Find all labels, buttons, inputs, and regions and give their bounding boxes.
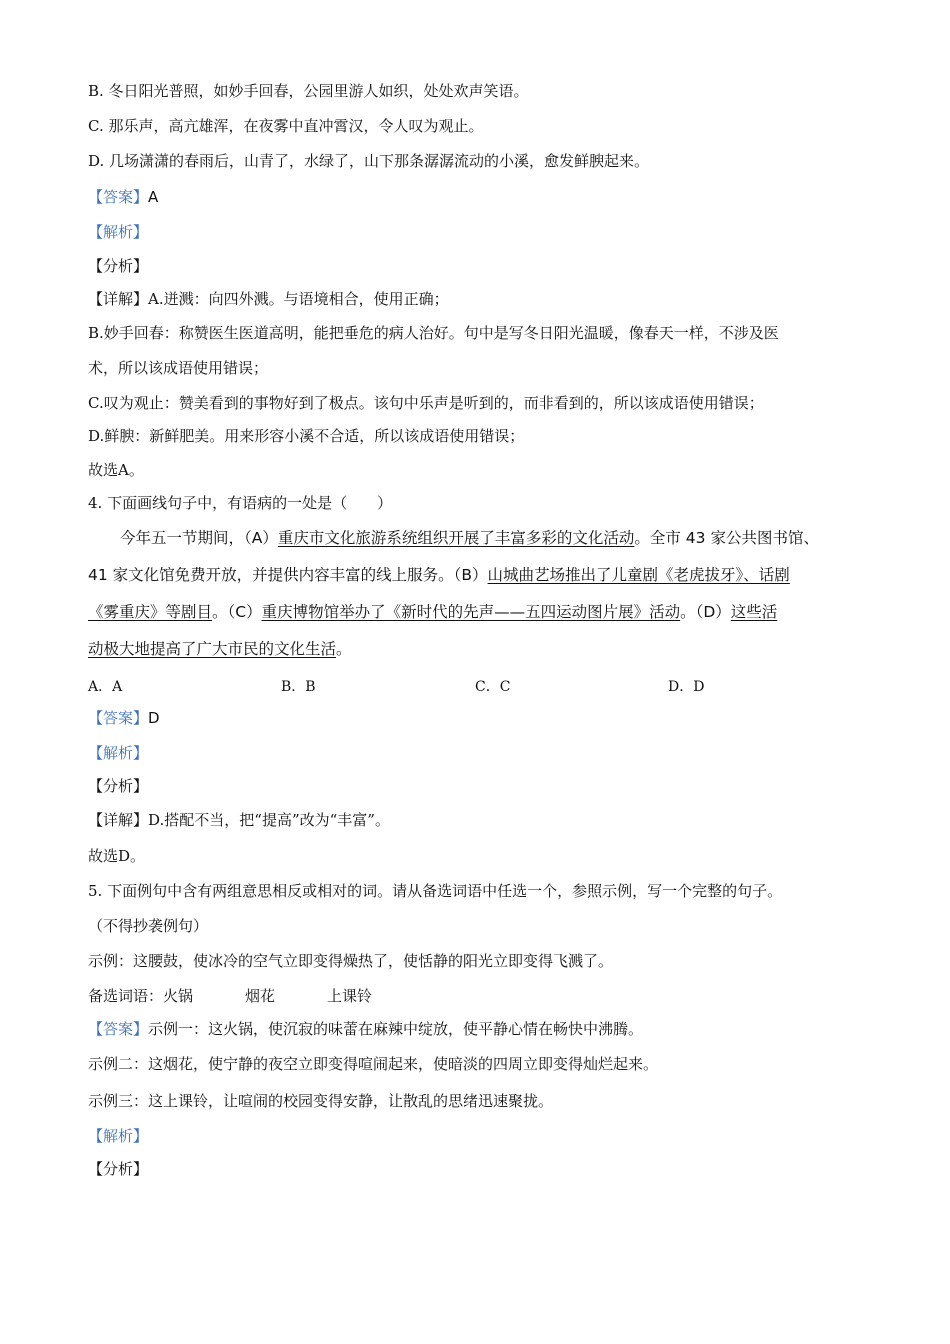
choice-item: 烟花 [245,987,276,1005]
detail-text: D.搭配不当，把“提高”改为“丰富”。 [148,811,390,829]
choice-item: 上课铃 [327,987,373,1005]
underlined-sentence-d-end: 动极大地提高了广大市民的文化生活 [88,640,337,658]
underlined-sentence-c: 重庆博物馆举办了《新时代的先声——五四运动图片展》活动 [261,603,681,621]
passage-text: 41 家文化馆免费开放，并提供内容丰富的线上服务。（B） [88,566,488,584]
q5-example: 示例：这腰鼓，使冰冷的空气立即变得燥热了，使恬静的阳光立即变得飞溅了。 [88,952,614,970]
q3-detail-c: C.叹为观止：赞美看到的事物好到了极点。该句中乐声是听到的，而非看到的，所以该成语使用错误； [88,394,764,412]
underlined-sentence-b-end: 《雾重庆》等剧目 [88,603,213,621]
q3-fenxi-label: 【分析】 [88,257,149,275]
q5-stem-note: （不得抄袭例句） [88,917,209,935]
passage-text: 。 [336,640,352,658]
q3-detail-d: D.鲜腴：新鲜肥美。用来形容小溪不合适，所以该成语使用错误； [88,427,525,445]
q3-option-b: B. 冬日阳光普照，如妙手回春，公园里游人如织，处处欢声笑语。 [88,82,529,100]
passage-text: 。（C） [212,603,262,621]
q4-stem: 4. 下面画线句子中，有语病的一处是（ ） [88,494,393,512]
q4-passage-line1 [120,527,819,549]
q5-choices [88,985,372,1007]
q4-conclusion: 故选D。 [88,847,146,865]
underlined-sentence-d: 这些活 [730,603,778,621]
q4-passage-line4 [88,638,352,660]
q3-analysis-label: 【解析】 [88,223,149,241]
answer-value: D [148,709,160,727]
answer-text: 示例一：这火锅，使沉寂的味蕾在麻辣中绽放，使平静心情在畅快中沸腾。 [148,1020,644,1038]
q5-answer-2: 示例二：这烟花，使宁静的夜空立即变得喧闹起来，使暗淡的四周立即变得灿烂起来。 [88,1055,659,1073]
q5-stem: 5. 下面例句中含有两组意思相反或相对的词。请从备选词语中任选一个，参照示例，写一个完整的句子。 [88,882,783,900]
q3-option-c: C. 那乐声，高亢雄浑，在夜雾中直冲霄汉，令人叹为观止。 [88,117,484,135]
q4-passage-line2 [88,564,790,586]
q4-detail [88,809,390,831]
q4-option-b: B．B [281,679,316,695]
q4-option-a: A．A [88,679,123,695]
passage-text: 。全市 43 家公共图书馆、 [634,529,819,547]
detail-text: A.迸溅：向四外溅。与语境相合，使用正确； [148,290,449,308]
q5-fenxi-label: 【分析】 [88,1160,149,1178]
answer-label: 【答案】 [88,188,149,206]
detail-label: 【详解】 [88,811,149,829]
q4-answer [88,707,160,729]
q4-fenxi-label: 【分析】 [88,777,149,795]
passage-text: 。（D） [680,603,731,621]
q3-option-d: D. 几场潇潇的春雨后，山青了，水绿了，山下那条潺潺流动的小溪，愈发鲜腴起来。 [88,152,650,170]
answer-label: 【答案】 [88,1020,149,1038]
answer-label: 【答案】 [88,709,149,727]
q5-answer-3: 示例三：这上课铃，让喧闹的校园变得安静，让散乱的思绪迅速聚拢。 [88,1092,554,1110]
q4-option-c: C．C [475,679,511,695]
q3-detail-b-line2: 术，所以该成语使用错误； [88,359,269,377]
detail-label: 【详解】 [88,290,149,308]
q3-conclusion: 故选A。 [88,461,144,479]
q3-detail-b-line1: B.妙手回春：称赞医生医道高明，能把垂危的病人治好。句中是写冬日阳光温暖，像春天一样，不涉及医 [88,324,779,342]
q5-analysis-label: 【解析】 [88,1127,149,1145]
answer-value: A [148,188,159,206]
q4-passage-line3 [88,601,777,623]
passage-text: 今年五一节期间，（A） [120,529,278,547]
q4-analysis-label: 【解析】 [88,744,149,762]
choices-label: 备选词语： [88,987,164,1005]
q4-option-d: D．D [668,679,705,695]
underlined-sentence-b: 山城曲艺场推出了儿童剧《老虎拔牙》、话剧 [487,566,790,584]
q3-answer [88,186,158,208]
underlined-sentence-a: 重庆市文化旅游系统组织开展了丰富多彩的文化活动 [277,529,635,547]
q3-detail-a [88,288,449,310]
choice-item: 火锅 [163,987,194,1005]
q5-answer-1 [88,1018,643,1040]
